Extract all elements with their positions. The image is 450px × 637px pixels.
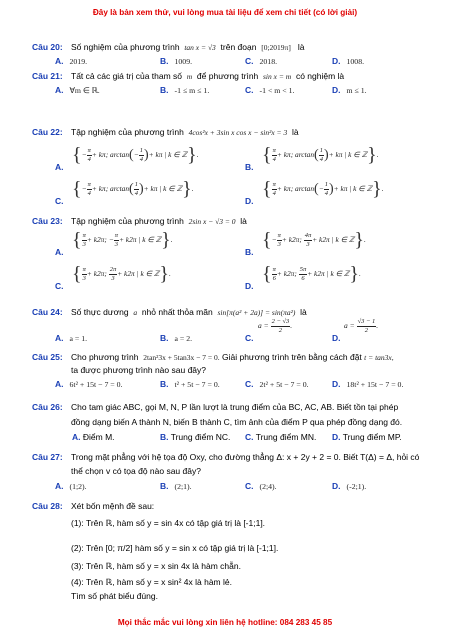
question-20-number: Câu 20:: [32, 42, 63, 52]
question-25-text: Cho phương trình 2tan²3x + 5tan3x − 7 = 0. Giải phương trình trên bằng cách đặt t = tan3x,: [71, 352, 394, 362]
q27-option-c[interactable]: C. (2;4).: [245, 481, 277, 491]
q26-option-c[interactable]: C. Trung điểm MN.: [245, 432, 317, 442]
q20-option-c[interactable]: C. 2018.: [245, 56, 278, 66]
q25-option-a[interactable]: A. 6t² + 15t − 7 = 0.: [55, 379, 123, 389]
hotline-banner: Mọi thắc mắc vui lòng xin liên hệ hotline: 084 283 45 85: [117, 618, 333, 627]
question-22-text: Tập nghiệm của phương trình 4cos²x + 3sin x cos x − sin²x = 3 là: [71, 127, 299, 137]
q20-option-b[interactable]: B. 1009.: [160, 56, 193, 66]
q22-option-b[interactable]: { $\frac{\pi}{4}$ + kπ; arctan( $\frac{1}{4}$ )+ kπ | k ∈ ℤ}.: [262, 144, 379, 166]
q21-option-c[interactable]: C. -1 < m < 1.: [245, 85, 295, 95]
q23-option-d-label[interactable]: D.: [245, 281, 254, 291]
q27-option-a[interactable]: A. (1;2).: [55, 481, 87, 491]
question-21-number: Câu 21:: [32, 71, 63, 81]
q21-option-a[interactable]: A. ∀m ∈ ℝ.: [55, 85, 100, 95]
q21-option-d[interactable]: D. m ≤ 1.: [332, 85, 367, 95]
q24-option-c-label[interactable]: C.: [245, 333, 254, 343]
q22-option-c[interactable]: {− $\frac{\pi}{4}$ + kπ; arctan( $\frac{1}{4}$ )+ kπ | k ∈ ℤ}.: [72, 178, 194, 200]
q27-option-b[interactable]: B. (2;1).: [160, 481, 192, 491]
q28-statement-4: (4): Trên ℝ, hàm số y = x sin² 4x là hàm lẻ.: [71, 577, 232, 587]
q23-option-c[interactable]: { $\frac{\pi}{3}$ + k2π; $\frac{2\pi}{3}$ + k2π | k ∈ ℤ}.: [72, 263, 171, 285]
question-28-number: Câu 28:: [32, 501, 63, 511]
q23-option-d[interactable]: { $\frac{\pi}{6}$ + k2π; $\frac{5\pi}{6}$ + k2π | k ∈ ℤ}.: [262, 263, 361, 285]
question-28-text: Xét bốn mệnh đề sau:: [71, 501, 155, 511]
q24-option-d-label[interactable]: D.: [332, 333, 341, 343]
question-26-line2: đồng dạng biến A thành N, biến B thành C, tìm ảnh của điểm P qua phép đồng dạng đó.: [71, 417, 403, 427]
q25-option-c[interactable]: C. 2t² + 5t − 7 = 0.: [245, 379, 309, 389]
q28-statement-2: (2): Trên [0; π/2] hàm số y = sin x có tập giá trị là [-1;1].: [71, 543, 279, 553]
q22-option-c-label[interactable]: C.: [55, 196, 64, 206]
q23-option-c-label[interactable]: C.: [55, 281, 64, 291]
q24-option-a[interactable]: A. a = 1.: [55, 333, 88, 343]
question-26-number: Câu 26:: [32, 402, 63, 412]
question-26-line1: Cho tam giác ABC, gọi M, N, P lần lượt là trung điểm của BC, AC, AB. Biết tồn tại phép: [71, 402, 399, 412]
question-27-line1: Trong mặt phẳng với hệ tọa độ Oxy, cho đường thẳng Δ: x + 2y + 2 = 0. Biết T(Δ) = Δ, hỏi có: [71, 452, 420, 462]
q23-option-b-label[interactable]: B.: [245, 247, 254, 257]
question-24-text: Số thực dương a nhỏ nhất thỏa mãn sin[π(a² + 2a)] = sin(πa²) là: [71, 307, 307, 317]
q25-option-d[interactable]: D. 18t² + 15t − 7 = 0.: [332, 379, 404, 389]
q22-option-d-label[interactable]: D.: [245, 196, 254, 206]
q28-statement-1: (1): Trên ℝ, hàm số y = sin 4x có tập giá trị là [-1;1].: [71, 518, 266, 528]
q22-option-d[interactable]: { $\frac{\pi}{4}$ + kπ; arctan(− $\frac{1}{4}$ )+ kπ | k ∈ ℤ}.: [262, 178, 384, 200]
question-25-line2: ta được phương trình nào sau đây?: [71, 365, 206, 375]
q26-option-b[interactable]: B. Trung điểm NC.: [160, 432, 231, 442]
question-27-line2: thể chọn v có tọa độ nào sau đây?: [71, 466, 201, 476]
q28-statement-3: (3): Trên ℝ, hàm số y = x sin 4x là hàm chẵn.: [71, 561, 241, 571]
q27-option-d[interactable]: D. (-2;1).: [332, 481, 367, 491]
q24-option-d[interactable]: a = $\frac{√3 - 1}{2}$ .: [344, 318, 379, 334]
q23-option-a[interactable]: { $\frac{\pi}{3}$ + k2π; − $\frac{\pi}{3}$ + k2π | k ∈ ℤ}.: [72, 229, 173, 251]
question-21-text: Tất cả các giá trị của tham số m để phương trình sin x = m có nghiệm là: [71, 71, 345, 81]
q26-option-d[interactable]: D. Trung điểm MP.: [332, 432, 402, 442]
question-23-text: Tập nghiệm của phương trình 2sin x − √3 = 0 là: [71, 216, 247, 226]
q22-option-a[interactable]: {− $\frac{\pi}{4}$ + kπ; arctan(− $\frac{1}{4}$ )+ kπ | k ∈ ℤ}.: [72, 144, 199, 166]
q24-option-b[interactable]: B. a = 2.: [160, 333, 193, 343]
q23-option-b[interactable]: {− $\frac{\pi}{3}$ + k2π; $\frac{4\pi}{3}$ + k2π | k ∈ ℤ}.: [262, 229, 366, 251]
q24-option-c[interactable]: a = $\frac{2 - √3}{2}$ .: [258, 318, 293, 334]
q22-option-b-label[interactable]: B.: [245, 162, 254, 172]
question-22-number: Câu 22:: [32, 127, 63, 137]
question-20-text: Số nghiệm của phương trình tan x = √3 trên đoạn [0;2019π] là: [71, 42, 305, 52]
q22-option-a-label[interactable]: A.: [55, 162, 64, 172]
q23-option-a-label[interactable]: A.: [55, 247, 64, 257]
question-24-number: Câu 24:: [32, 307, 63, 317]
q21-option-b[interactable]: B. -1 ≤ m ≤ 1.: [160, 85, 210, 95]
q25-option-b[interactable]: B. t² + 5t − 7 = 0.: [160, 379, 220, 389]
question-25-number: Câu 25:: [32, 352, 63, 362]
q20-option-a[interactable]: A. 2019.: [55, 56, 88, 66]
question-23-number: Câu 23:: [32, 216, 63, 226]
q26-option-a[interactable]: A. Điểm M.: [72, 432, 115, 442]
preview-banner: Đây là bản xem thử, vui lòng mua tài liệu để xem chi tiết (có lời giải): [92, 8, 358, 17]
q20-option-d[interactable]: D. 1008.: [332, 56, 365, 66]
q28-question: Tìm số phát biểu đúng.: [71, 591, 158, 601]
question-27-number: Câu 27:: [32, 452, 63, 462]
